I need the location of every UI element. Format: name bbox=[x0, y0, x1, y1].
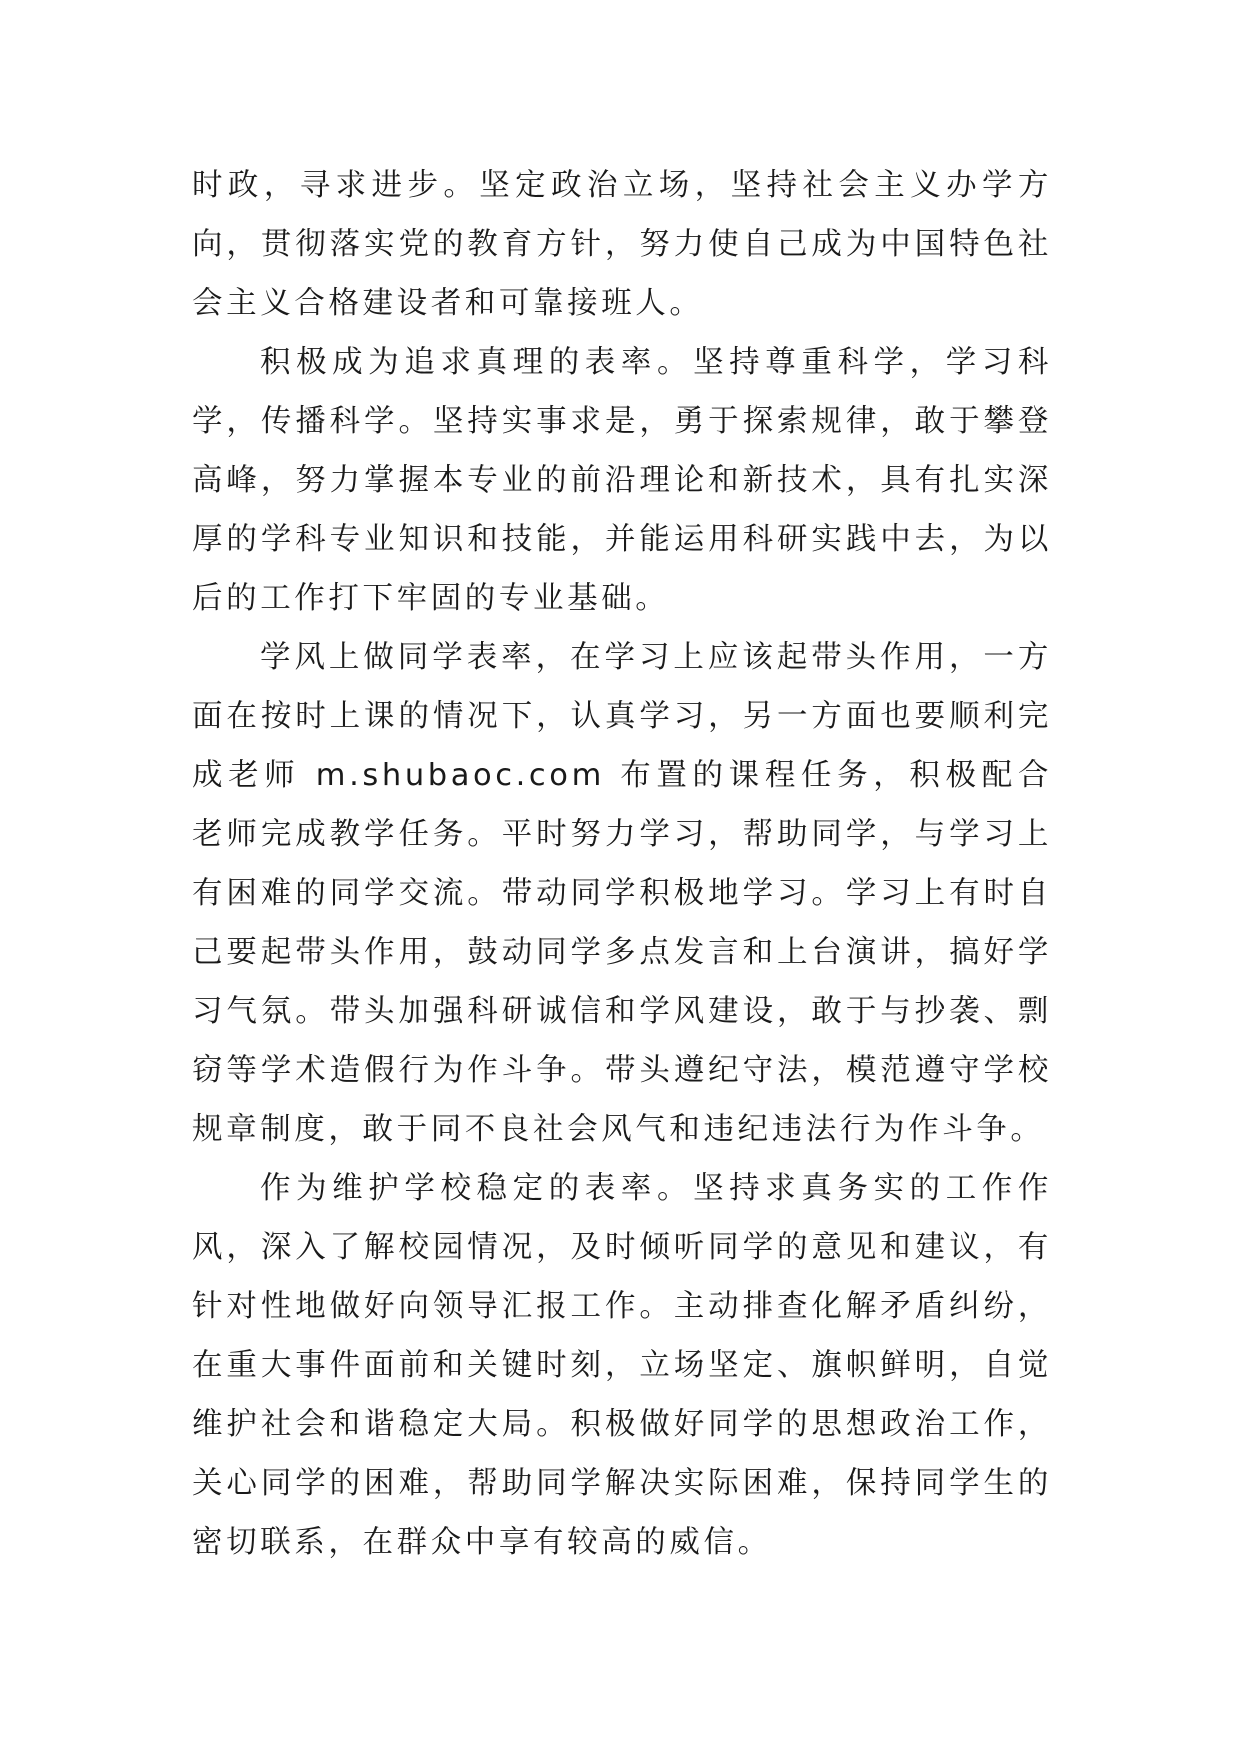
paragraph-truth: 积极成为追求真理的表率。坚持尊重科学，学习科学，传播科学。坚持实事求是，勇于探索规律，敢于攀登高峰，努力掌握本专业的前沿理论和新技术，具有扎实深厚的学科专业知识和技能，并能运用科研实践中去，为以后的工作打下牢固的专业基础。 bbox=[192, 345, 1052, 616]
paragraph-study-style: 学风上做同学表率，在学习上应该起带头作用，一方面在按时上课的情况下，认真学习，另一方面也要顺利完成老师 m.shubaoc.com 布置的课程任务，积极配合老师完成教学任务。平时努力学习，帮助同学，与学习上有困难的同学交流。带动同学积极地学习。学习上有时自己要起带头作用，鼓动同学多点发言和上台演讲，搞好学习气氛。带头加强科研诚信和学风建设，敢于与抄袭、剽窃等学术造假行为作斗争。带头遵纪守法，模范遵守学校规章制度，敢于同不良社会风气和违纪违法行为作斗争。 bbox=[192, 640, 1052, 1147]
paragraph-stability: 作为维护学校稳定的表率。坚持求真务实的工作作风，深入了解校园情况，及时倾听同学的意见和建议，有针对性地做好向领导汇报工作。主动排查化解矛盾纠纷，在重大事件面前和关键时刻，立场坚定、旗帜鲜明，自觉维护社会和谐稳定大局。积极做好同学的思想政治工作，关心同学的困难，帮助同学解决实际困难，保持同学生的密切联系，在群众中享有较高的威信。 bbox=[192, 1171, 1052, 1560]
paragraph-continuation: 时政，寻求进步。坚定政治立场，坚持社会主义办学方向，贯彻落实党的教育方针，努力使自己成为中国特色社会主义合格建设者和可靠接班人。 bbox=[192, 168, 1052, 321]
document-body bbox=[192, 156, 1052, 1572]
